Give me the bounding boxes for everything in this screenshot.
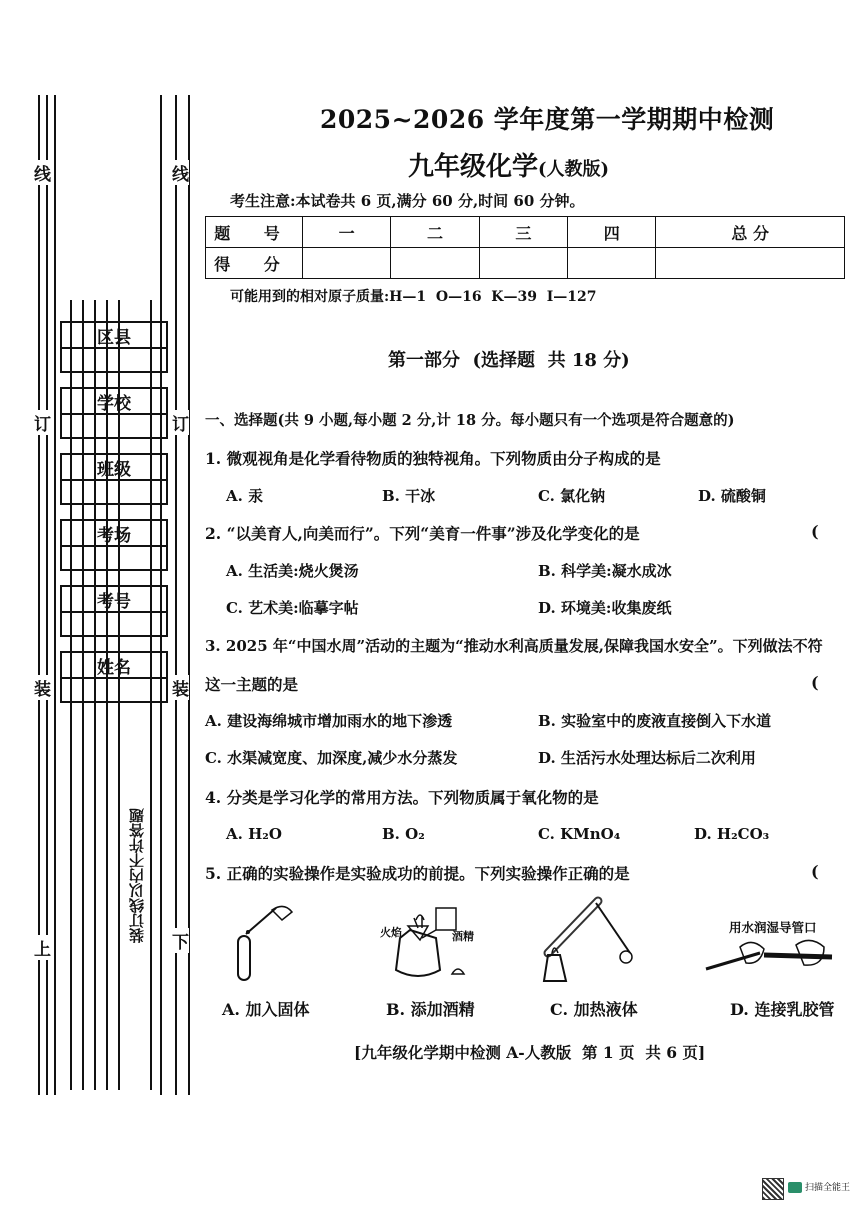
part-title: 第一部分 (选择题 共 18 分) [388, 350, 630, 371]
question-stem: 4. 分类是学习化学的常用方法。下列物质属于氧化物的是 [205, 788, 599, 807]
field-district[interactable] [60, 321, 168, 373]
question-stem: 5. 正确的实验操作是实验成功的前提。下列实验操作正确的是 [205, 864, 630, 883]
binding-line [54, 95, 56, 1095]
edition: (人教版) [538, 159, 610, 180]
answer-paren: ( [811, 862, 819, 881]
option[interactable]: C. 氯化钠 [538, 487, 606, 505]
question-stem: 2. “以美育人,向美而行”。下列“美育一件事”涉及化学变化的是 [205, 524, 640, 543]
binding-char: 装 [172, 675, 189, 700]
option[interactable]: B. O₂ [382, 825, 425, 843]
question-stem: 3. 2025 年“中国水周”活动的主题为“推动水利高质量发展,保障我国水安全”。下列做法不符 [205, 637, 823, 655]
option[interactable]: B. 科学美:凝水成冰 [538, 562, 672, 580]
figure-caption: A. 加入固体 [222, 1000, 310, 1019]
binding-char: 订 [34, 410, 51, 435]
figure-caption: C. 加热液体 [550, 1000, 638, 1019]
label-wet-tube: 用水润湿导管口 [729, 920, 817, 935]
score-header-cell: 三 [479, 217, 567, 248]
section-title: 一、选择题(共 9 小题,每小题 2 分,计 18 分。每小题只有一个选项是符合题意的) [205, 412, 735, 429]
page-footer: [九年级化学期中检测 A-人教版 第 1 页 共 6 页] [354, 1043, 706, 1062]
field-label: 考号 [62, 587, 166, 613]
score-cell[interactable] [568, 248, 656, 279]
binding-char: 下 [172, 928, 189, 953]
option[interactable]: B. 干冰 [382, 487, 436, 505]
field-school[interactable] [60, 387, 168, 439]
option[interactable]: D. 生活污水处理达标后二次利用 [538, 749, 756, 767]
option[interactable]: A. 汞 [226, 487, 264, 505]
score-table [205, 216, 845, 279]
question-stem-cont: 这一主题的是 [205, 675, 299, 694]
score-header-cell: 四 [568, 217, 656, 248]
option[interactable]: D. 硫酸铜 [698, 487, 766, 505]
scanner-logo [788, 1182, 802, 1193]
binding-char: 订 [172, 410, 189, 435]
score-cell[interactable] [391, 248, 479, 279]
field-class[interactable] [60, 453, 168, 505]
score-cell[interactable] [656, 248, 845, 279]
score-row-label: 得 分 [206, 248, 303, 279]
option[interactable]: A. 生活美:烧火煲汤 [226, 562, 359, 580]
score-header-cell: 题 号 [206, 217, 303, 248]
figure-caption: D. 连接乳胶管 [730, 1000, 835, 1019]
label-fire: 火焰 [380, 926, 402, 939]
field-label: 考场 [62, 521, 166, 547]
option[interactable]: C. KMnO₄ [538, 825, 621, 843]
field-label: 姓名 [62, 653, 166, 679]
score-header-cell: 二 [391, 217, 479, 248]
answer-paren: ( [811, 673, 819, 692]
binding-note: 装订线以内不许答题 [128, 808, 146, 943]
field-name[interactable] [60, 651, 168, 703]
field-label: 班级 [62, 455, 166, 481]
exam-title: 2025~2026 学年度第一学期期中检测 [320, 105, 775, 134]
binding-char: 上 [34, 935, 51, 960]
scanner-watermark: 扫描全能王 [805, 1183, 851, 1193]
binding-char: 装 [34, 675, 51, 700]
exam-notice: 考生注意:本试卷共 6 页,满分 60 分,时间 60 分钟。 [230, 192, 585, 210]
field-label: 学校 [62, 389, 166, 415]
figure-connect-tube [700, 935, 840, 985]
binding-char: 线 [34, 160, 51, 185]
score-cell[interactable] [303, 248, 391, 279]
figure-heat-liquid [540, 893, 640, 988]
question-stem: 1. 微观视角是化学看待物质的独特视角。下列物质由分子构成的是 [205, 449, 661, 468]
option[interactable]: D. H₂CO₃ [694, 825, 770, 843]
atomic-masses: 可能用到的相对原子质量:H—1 O—16 K—39 I—127 [230, 289, 597, 305]
score-header-cell: 一 [303, 217, 391, 248]
figure-caption: B. 添加酒精 [386, 1000, 475, 1019]
option[interactable]: D. 环境美:收集废纸 [538, 599, 672, 617]
label-alcohol: 酒精 [452, 930, 474, 943]
score-header-cell: 总 分 [656, 217, 845, 248]
option[interactable]: C. 艺术美:临摹字帖 [226, 599, 359, 617]
field-exam-room[interactable] [60, 519, 168, 571]
option[interactable]: C. 水渠减宽度、加深度,减少水分蒸发 [205, 749, 458, 767]
figure-add-alcohol [378, 900, 478, 990]
subject-title [408, 146, 609, 183]
option[interactable]: B. 实验室中的废液直接倒入下水道 [538, 712, 772, 730]
field-label: 区县 [62, 323, 166, 349]
score-cell[interactable] [479, 248, 567, 279]
figure-add-solid [228, 900, 308, 990]
field-exam-number[interactable] [60, 585, 168, 637]
answer-paren: ( [811, 522, 819, 541]
option[interactable]: A. H₂O [226, 825, 282, 843]
qr-code [762, 1178, 784, 1200]
subject-name: 九年级化学 [408, 152, 539, 182]
binding-char: 线 [172, 160, 189, 185]
option[interactable]: A. 建设海绵城市增加雨水的地下渗透 [205, 712, 453, 730]
